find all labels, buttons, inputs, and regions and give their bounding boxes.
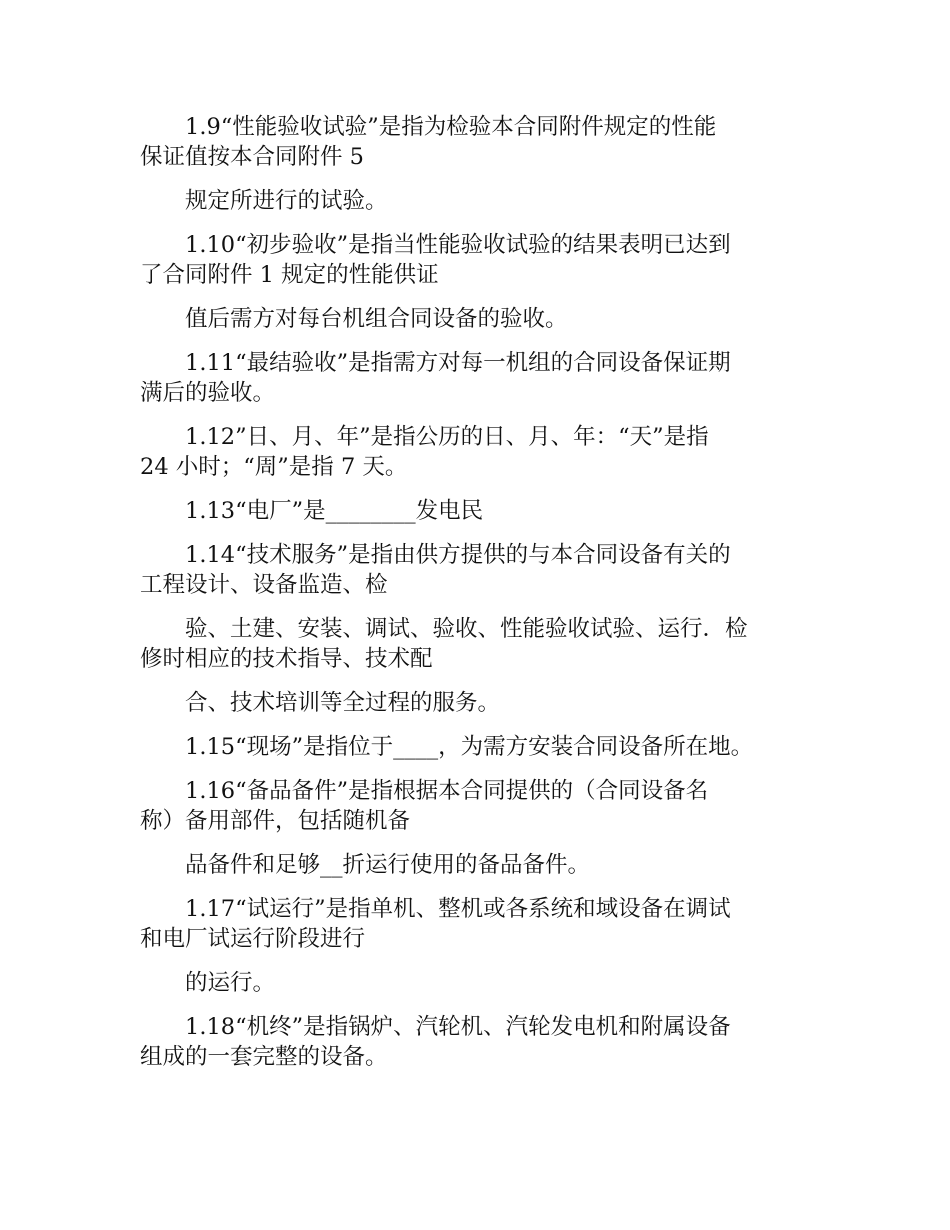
paragraph-1-14: 1.14“技术服务”是指由供方提供的与本合同设备有关的 工程设计、设备监造、检 [140, 542, 731, 598]
paragraph-1-9-continued: 规定所进行的试验。 [185, 188, 388, 214]
paragraph-1-11: 1.11“最结验收”是指需方对每一机组的合同设备保证期 满后的验收。 [140, 350, 731, 406]
paragraph-1-10-continued: 值后需方对每台机组合同设备的验收。 [185, 306, 568, 332]
paragraph-1-18: 1.18“机终”是指锅炉、汽轮机、汽轮发电机和附属设备 组成的一套完整的设备。 [140, 1014, 731, 1070]
document-page [140, 112, 820, 1086]
paragraph-1-13: 1.13“电厂”是________发电民 [185, 498, 484, 524]
paragraph-1-17-continued: 的运行。 [185, 970, 276, 996]
paragraph-1-10: 1.10“初步验收”是指当性能验收试验的结果表明已达到 了合同附件 1 规定的性能供证 [140, 232, 731, 288]
paragraph-1-17: 1.17“试运行”是指单机、整机或各系统和域设备在调试 和电厂试运行阶段进行 [140, 896, 731, 952]
paragraph-1-16-continued: 品备件和足够__折运行使用的备品备件。 [185, 852, 591, 878]
paragraph-1-15: 1.15“现场”是指位于____，为需方安装合同设备所在地。 [185, 734, 754, 760]
paragraph-1-14-continued-b: 合、技术培训等全过程的服务。 [185, 690, 501, 716]
paragraph-1-16: 1.16“备品备件”是指根据本合同提供的（合同设备名 称）备用部件，包括随机备 [140, 778, 709, 834]
paragraph-1-12: 1.12”日、月、年”是指公历的日、月、年：“天”是指 24 小时；“周”是指 7 天。 [140, 424, 709, 480]
paragraph-1-14-continued-a: 验、土建、安装、调试、验收、性能验收试验、运行．检 修时相应的技术指导、技术配 [140, 616, 748, 672]
paragraph-1-9: 1.9“性能验收试验”是指为检验本合同附件规定的性能 保证值按本合同附件 5 [140, 114, 717, 170]
